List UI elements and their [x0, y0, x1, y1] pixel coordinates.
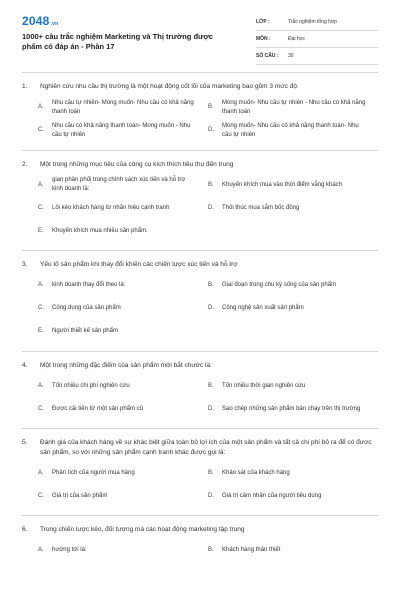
answer-letter: A.: [38, 104, 44, 110]
answer-letter: B.: [208, 104, 214, 110]
answer-option[interactable]: [38, 463, 208, 483]
question-number: 6.: [22, 526, 28, 533]
answer-letter: D.: [208, 492, 214, 499]
answer-letter: A.: [38, 181, 44, 188]
answer-text: Khuyến khích mua nhiều sản phẩm.: [52, 227, 148, 234]
answer-option[interactable]: [208, 98, 378, 118]
answer-text: Tốn nhiều thời gian nghiên cứu: [222, 382, 306, 389]
question-number: 4.: [22, 361, 28, 369]
question-item: [22, 351, 378, 429]
answer-option[interactable]: [38, 376, 208, 396]
answer-option[interactable]: [208, 198, 378, 218]
answer-text: Công nghệ sản xuất sản phẩm: [222, 305, 304, 311]
answer-letter: B.: [208, 181, 214, 188]
meta-row: [256, 48, 378, 65]
answer-letter: B.: [208, 547, 214, 553]
answer-letter: A.: [38, 382, 44, 389]
question-text: [22, 160, 378, 170]
answer-option[interactable]: [208, 399, 378, 419]
answer-list: [22, 541, 378, 564]
page-title: 1000+ câu trắc nghiệm Marketing và Thị trường được phẩm có đáp án - Phần 17: [22, 32, 213, 51]
answer-option[interactable]: [38, 299, 208, 319]
meta-label: LỚP :: [256, 19, 270, 25]
logo-text: 2048: [22, 14, 50, 28]
question-body: Yếu tố sản phẩm khi thay đổi khiến các chiến lược xúc tiến và hỗ trợ: [40, 261, 238, 268]
question-item: [22, 72, 378, 150]
question-item: [22, 428, 378, 515]
answer-option[interactable]: [38, 276, 208, 296]
answer-text: Khảo sát của khách hàng: [222, 469, 290, 476]
answer-option[interactable]: [38, 399, 208, 419]
meta-value: Đại học: [288, 36, 305, 42]
answer-text: Mong muốn- Nhu cầu tự nhiên - Nhu cầu có khả năng thanh toán: [222, 99, 366, 115]
question-body: Một trong những mục tiêu của công cụ kích thích tiêu thụ đến trung: [40, 160, 234, 168]
question-item: [22, 150, 378, 251]
meta-label: SỐ CÂU :: [256, 53, 279, 59]
answer-list: [22, 463, 378, 509]
answer-text: Được cải tiến từ một sản phẩm cũ: [52, 405, 144, 412]
answer-text: kinh doanh thay đổi theo là:: [52, 282, 126, 288]
answer-letter: B.: [208, 382, 214, 389]
answer-text: Giai đoạn trong chu kỳ sống của sản phẩm: [222, 282, 337, 288]
answer-option[interactable]: [208, 276, 378, 296]
answer-text: Giá trị của sản phẩm: [52, 492, 108, 499]
answer-option[interactable]: [38, 322, 378, 342]
question-text: [22, 438, 378, 457]
answer-option[interactable]: [38, 198, 208, 218]
answer-text: Mong muốn- Nhu cầu có khả năng thanh toán- Nhu cầu tự nhiên: [222, 122, 359, 138]
answer-option[interactable]: [208, 175, 378, 195]
answer-text: hướng tới là:: [52, 547, 87, 553]
answer-option[interactable]: [208, 121, 378, 141]
answer-option[interactable]: [38, 121, 208, 141]
answer-letter: A.: [38, 547, 44, 553]
answer-letter: C.: [38, 305, 44, 311]
meta-row: [256, 14, 378, 31]
answer-letter: D.: [208, 305, 214, 311]
meta-value: Trắc nghiệm tổng hợp: [288, 19, 337, 25]
answer-option[interactable]: [208, 299, 378, 319]
question-number: 5.: [22, 439, 28, 446]
answer-list: [22, 175, 378, 244]
answer-list: [22, 376, 378, 422]
meta-label: MÔN :: [256, 36, 271, 42]
answer-letter: C.: [38, 204, 44, 211]
answer-letter: B.: [208, 469, 214, 476]
answer-option[interactable]: [208, 463, 378, 483]
answer-letter: D.: [208, 127, 214, 133]
meta-table: [256, 14, 378, 65]
answer-letter: C.: [38, 405, 44, 412]
answer-text: Thôi thúc mua sắm bốc đồng: [222, 204, 300, 211]
question-text: [22, 525, 378, 535]
question-item: [22, 515, 378, 570]
question-text: [22, 82, 378, 92]
answer-option[interactable]: [208, 541, 378, 561]
question-item: [22, 250, 378, 351]
question-body: Một trong những đặc điểm của sản phẩm mới bắt chước là:: [40, 361, 212, 369]
answer-letter: E.: [38, 227, 44, 234]
question-body: Trong chiến lược kéo, đối tượng mà các hoạt động marketing tập trung: [40, 526, 245, 533]
answer-text: Tốn nhiều chi phí nghiên cứu: [52, 382, 130, 389]
question-number: 2.: [22, 160, 28, 168]
question-text: [22, 361, 378, 371]
answer-option[interactable]: [38, 486, 208, 506]
answer-letter: C.: [38, 492, 44, 499]
question-list: [22, 72, 378, 570]
answer-text: Khách hàng thân thiết: [222, 547, 281, 553]
answer-text: Công dụng của sản phẩm: [52, 305, 121, 311]
answer-text: Sao chép những sản phẩm bán chạy trên thị trường: [222, 405, 361, 412]
answer-text: Lôi kéo khách hàng từ nhãn hiệu cạnh tranh: [52, 204, 170, 211]
answer-text: Khuyến khích mua vào thời điểm vắng khách: [222, 181, 343, 188]
question-number: 3.: [22, 261, 28, 268]
logo-suffix: .vn: [50, 21, 59, 27]
answer-letter: E.: [38, 328, 44, 334]
answer-letter: C.: [38, 127, 44, 133]
answer-list: [22, 276, 378, 345]
answer-letter: B.: [208, 282, 214, 288]
site-logo[interactable]: [22, 14, 58, 28]
answer-option[interactable]: [38, 98, 208, 118]
question-body: Nghiên cứu nhu cầu thị trường là một hoạt động cốt lõi của marketing bao gồm 3 mức độ:: [40, 83, 299, 90]
answer-letter: D.: [208, 204, 214, 211]
answer-option[interactable]: [208, 486, 378, 506]
answer-text: Phân tích của người mua hàng: [52, 469, 135, 476]
question-body: Đánh giá của khách hàng về sự khác biệt giữa toàn bộ lợi ích của một sản phẩm và tất cả chi phí bỏ ra để có được sản phẩm, so với những sản phẩm cạnh tranh khác được gọi là:: [40, 439, 372, 456]
answer-option[interactable]: [38, 175, 208, 195]
question-text: [22, 260, 378, 270]
answer-option[interactable]: [208, 376, 378, 396]
answer-text: gian phân phối trong chính sách xúc tiến và hỗ trợ kinh doanh là:: [52, 177, 186, 192]
header: [22, 14, 378, 66]
meta-value: 30: [288, 53, 294, 59]
answer-letter: A.: [38, 282, 44, 288]
meta-row: [256, 31, 378, 48]
answer-letter: A.: [38, 469, 44, 476]
question-number: 1.: [22, 83, 28, 90]
answer-option[interactable]: [38, 221, 378, 241]
answer-text: Nhu cầu có khả năng thanh toán- Mong muốn - Nhu cầu tự nhiên: [52, 122, 191, 138]
answer-text: Người thiết kế sản phẩm: [52, 328, 118, 334]
answer-text: Nhu cầu tự nhiên- Mong muốn- Nhu cầu có khả năng thanh toán: [52, 99, 194, 115]
answer-option[interactable]: [38, 541, 208, 561]
answer-letter: D.: [208, 405, 214, 412]
answer-list: [22, 98, 378, 144]
answer-text: Giá trị cảm nhận của người tiêu dùng: [222, 492, 322, 499]
